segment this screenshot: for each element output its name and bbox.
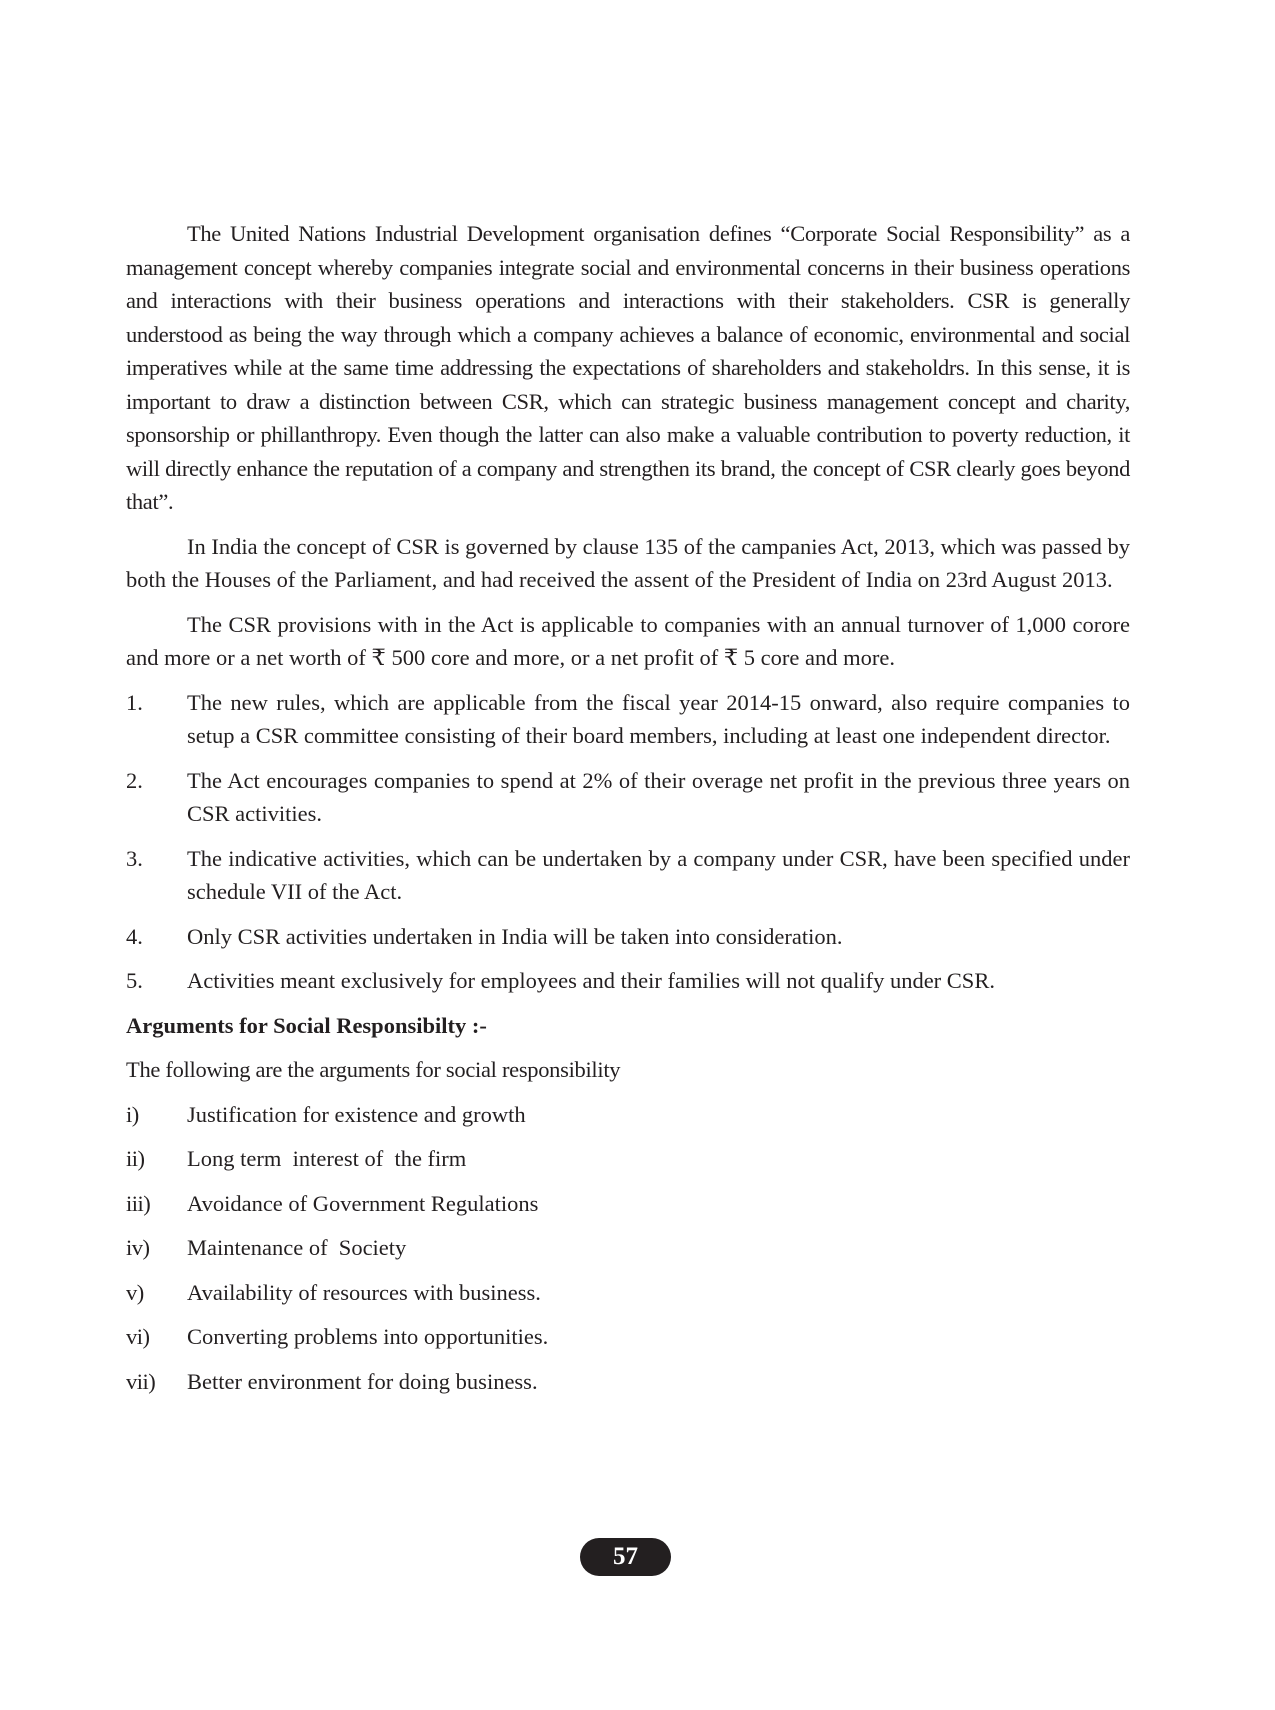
section-intro: The following are the arguments for social responsibility <box>126 1057 621 1082</box>
list-marker: ii) <box>126 1146 145 1171</box>
paragraph-csr-provisions: The CSR provisions with in the Act is applicable to companies with an annual turnover of 1,000 corore and more or a net worth of ₹ 500 core and more, or a net profit of ₹ 5 core and more. <box>126 611 1130 670</box>
list-marker: 3. <box>126 845 143 871</box>
page-number-badge: 57 <box>580 1538 671 1576</box>
paragraph-csr-india: In India the concept of CSR is governed by clause 135 of the campanies Act, 2013, which was passed by both the Houses of the Parliament, and had received the assent of the President of India on 23rd August 2013. <box>126 533 1130 592</box>
list-item <box>126 686 1130 753</box>
list-marker: 5. <box>126 968 143 993</box>
list-item-text: Converting problems into opportunities. <box>187 1324 549 1349</box>
list-marker: 1. <box>126 689 143 715</box>
list-item-text: Activities meant exclusively for employees and their families will not qualify under CSR. <box>187 968 995 993</box>
list-item-text: Only CSR activities undertaken in India will be taken into consideration. <box>187 923 843 949</box>
list-item <box>126 1142 1130 1176</box>
list-marker: 2. <box>126 767 143 793</box>
csr-rules-list <box>126 686 1130 998</box>
list-item-text: The indicative activities, which can be undertaken by a company under CSR, have been specified under schedule VII of the Act. <box>187 845 1130 904</box>
list-marker: iv) <box>126 1235 150 1260</box>
list-item-text: The Act encourages companies to spend at 2% of their overage net profit in the previous three years on CSR activities. <box>187 767 1130 826</box>
list-marker: i) <box>126 1101 139 1127</box>
list-item <box>126 1276 1130 1310</box>
paragraph-csr-definition: The United Nations Industrial Development organisation defines “Corporate Social Responsibility” as a management concept whereby companies integrate social and environmental concerns in their business operations and interactions with their business operations and interactions with their stakeholders. CSR is generally understood as being the way through which a company achieves a balance of economic, environmental and social imperatives while at the same time addressing the expectations of shareholders and stakeholdrs. In this sense, it is important to draw a distinction between CSR, which can strategic business management concept and charity, sponsorship or phillanthropy. Even though the latter can also make a valuable contribution to poverty reduction, it will directly enhance the reputation of a company and strengthen its brand, the concept of CSR clearly goes beyond that”. <box>126 221 1130 514</box>
list-marker: iii) <box>126 1190 151 1216</box>
list-item-text: Better environment for doing business. <box>187 1368 538 1394</box>
list-marker: vii) <box>126 1368 156 1394</box>
list-marker: vi) <box>126 1324 150 1349</box>
list-item <box>126 920 1130 954</box>
list-item <box>126 1365 1130 1399</box>
list-marker: 4. <box>126 923 143 949</box>
list-item-text: Long term interest of the firm <box>187 1146 467 1171</box>
list-item-text: The new rules, which are applicable from the fiscal year 2014-15 onward, also require companies to setup a CSR committee consisting of their board members, including at least one independent director. <box>187 689 1130 748</box>
list-item-text: Availability of resources with business. <box>187 1279 541 1305</box>
list-item-text: Justification for existence and growth <box>187 1101 526 1127</box>
section-heading: Arguments for Social Responsibilty :- <box>126 1012 487 1038</box>
page-body <box>126 217 1130 1409</box>
list-item <box>126 842 1130 909</box>
list-item <box>126 764 1130 831</box>
list-item <box>126 964 1130 998</box>
arguments-list <box>126 1098 1130 1399</box>
list-item <box>126 1187 1130 1221</box>
list-item-text: Maintenance of Society <box>187 1235 407 1260</box>
list-marker: v) <box>126 1279 144 1305</box>
list-item <box>126 1320 1130 1354</box>
list-item <box>126 1231 1130 1265</box>
list-item <box>126 1098 1130 1132</box>
list-item-text: Avoidance of Government Regulations <box>187 1190 539 1216</box>
